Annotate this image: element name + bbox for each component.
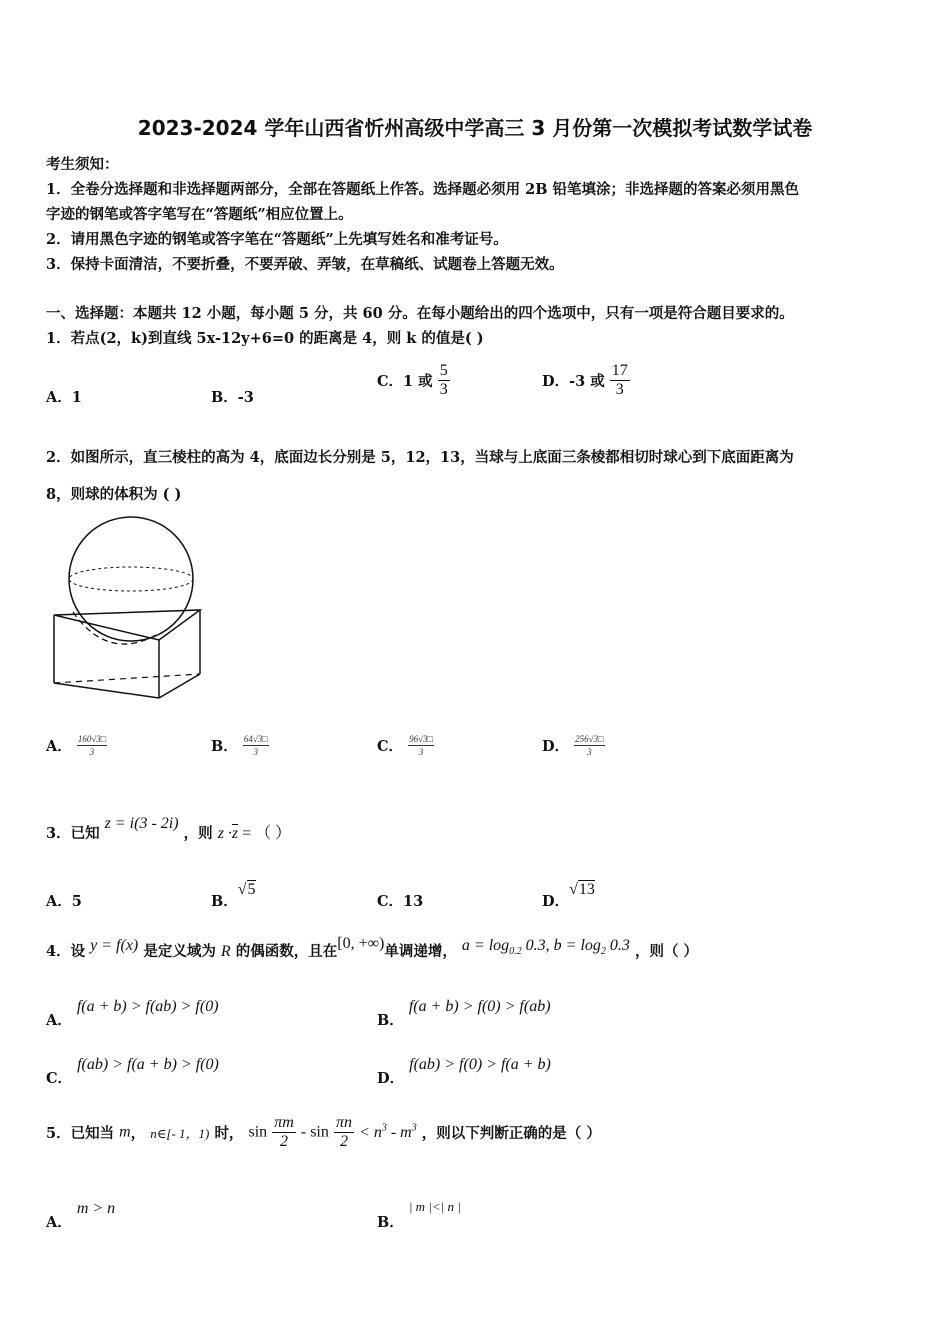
q1-d-fraction: $\frac{17}{3}$ xyxy=(611,362,628,398)
q2-option-c: C． $\frac{96√3□}{3}$ xyxy=(377,734,433,757)
notice-heading: 考生须知： xyxy=(46,156,119,173)
q1-stem: 1．若点(2，k)到直线 5x-12y+6=0 的距离是 4，则 k 的值是( ) xyxy=(46,330,484,347)
section-heading: 一、选择题：本题共 12 小题，每小题 5 分，共 60 分。在每小题给出的四个选项中，只有一项是符合题目要求的。 xyxy=(46,305,794,322)
q1-c-fraction: $\frac{5}{3}$ xyxy=(439,362,448,398)
q3-option-b: B．√5 xyxy=(211,881,256,910)
z-conjugate: $\overline{z}$ xyxy=(231,825,239,842)
q5-option-a: A． m > n xyxy=(46,1200,116,1231)
notice-line-1a: 1．全卷分选择题和非选择题两部分，全部在答题纸上作答。选择题必须用 2B 铅笔填涂；非选择题的答案必须用黑色 xyxy=(46,181,800,198)
q2-stem-2: 8，则球的体积为 ( ) xyxy=(46,486,182,503)
q4-option-d: D． f(ab) > f(0) > f(a + b) xyxy=(377,1056,551,1087)
q3-expr-z: z = i(3 - 2i) xyxy=(104,815,179,832)
q1-option-d: D．-3 或 $\frac{17}{3}$ xyxy=(542,362,628,398)
q2-stem-1: 2．如图所示，直三棱柱的高为 4，底面边长分别是 5，12，13，当球与上底面三条棱都相切时球心到下底面距离为 xyxy=(46,449,794,466)
q5-fraction-1: $\frac{\pi m}{2}$ xyxy=(274,1114,294,1150)
q5-fraction-2: $\frac{\pi n}{2}$ xyxy=(335,1114,352,1150)
q4-option-a: A． f(a + b) > f(ab) > f(0) xyxy=(46,998,219,1029)
q5-option-b: B． | m |<| n | xyxy=(377,1199,461,1231)
q3-stem: 3．已知 z = i(3 - 2i) ，则 $z \cdot\overline{z}$ = （ ） xyxy=(46,815,292,842)
q3-option-d: D．√13 xyxy=(542,881,595,910)
q1-option-b: B．-3 xyxy=(211,389,254,406)
q2-option-a: A． $\frac{160√3□}{3}$ xyxy=(46,734,107,757)
q4-option-b: B． f(a + b) > f(0) > f(ab) xyxy=(377,998,551,1029)
prism-top-face xyxy=(54,610,200,640)
notice-line-2: 2．请用黑色字迹的钢笔或答字笔在“答题纸”上先填写姓名和准考证号。 xyxy=(46,231,508,248)
page-title: 2023-2024 学年山西省忻州高级中学高三 3 月份第一次模拟考试数学试卷 xyxy=(137,116,813,140)
notice-line-1b: 字迹的钢笔或答字笔写在“答题纸”相应位置上。 xyxy=(46,206,353,223)
q4-stem: 4．设 y = f(x) 是定义域为 R 的偶函数，且在[0, +∞)单调递增， $a = \log_{0.2} 0.3$, $b = \log_2 0.3$ ，则（ ） xyxy=(46,935,699,960)
q4-option-c: C． f(ab) > f(a + b) > f(0) xyxy=(46,1056,219,1087)
prism-sphere-figure xyxy=(48,512,208,704)
q2-option-b: B． $\frac{64√3□}{3}$ xyxy=(211,734,268,757)
notice-line-3: 3．保持卡面清洁，不要折叠，不要弄破、弄皱，在草稿纸、试题卷上答题无效。 xyxy=(46,256,564,273)
q1-option-c: C．1 或 $\frac{5}{3}$ xyxy=(377,362,448,398)
q2-option-d: D． $\frac{256√3□}{3}$ xyxy=(542,734,604,757)
q3-option-a: A．5 xyxy=(46,893,82,910)
q1-option-a: A．1 xyxy=(46,389,82,406)
q5-stem: 5．已知当 m， n∈[- 1，1) 时， sin $\frac{\pi m}{2}$ - sin $\frac{\pi n}{2}$ < $n^3 - m^3$ ，则以下判断正确的是（ ） xyxy=(46,1114,601,1150)
q3-option-c: C．13 xyxy=(377,893,424,910)
sphere-equator xyxy=(69,567,193,591)
